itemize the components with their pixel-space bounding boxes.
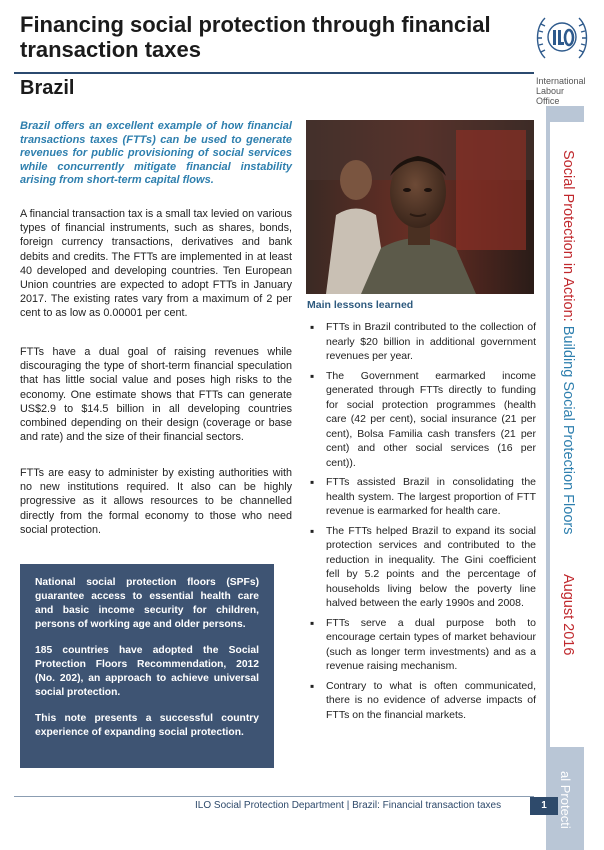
list-item: ▪ The FTTs helped Brazil to expand its social protection services and contributed to the reduction in inequality. The Gini coefficient fell by 5.2 points and the percentage of households living below the poverty line halved between the early 1990s and 2008. bbox=[306, 524, 536, 611]
spf-info-box bbox=[20, 564, 274, 768]
info-paragraph: National social protection floors (SPFs) guarantee access to essential health care and basic income security for children, persons of working age and older persons. bbox=[35, 577, 259, 630]
footer-department: ILO Social Protection Department bbox=[195, 800, 344, 811]
organization-name bbox=[536, 76, 586, 106]
info-paragraph: 185 countries have adopted the Social Protection Floors Recommendation, 2012 (No. 202), an approach to achieve universal social protection. bbox=[35, 645, 259, 698]
publication-date: August 2016 bbox=[560, 574, 576, 656]
series-banner bbox=[552, 150, 576, 720]
info-paragraph: This note presents a successful country experience of expanding social protection. bbox=[35, 713, 259, 738]
ilo-logo-icon bbox=[531, 8, 593, 68]
list-item: ▪ The Government earmarked income generated through FTTs directly to funding for social protection programmes (health care (42 per cent), social insurance (21 per cent), Bolsa Familia cash transfers (21 per cent) and other social services (16 per cent)). bbox=[306, 369, 536, 471]
series-name: Social Protection in Action: bbox=[560, 150, 576, 322]
worker-photo bbox=[306, 120, 534, 294]
series-topic: Building Social Protection Floors bbox=[560, 321, 576, 535]
lessons-heading: Main lessons learned bbox=[307, 299, 414, 311]
page-number: 1 bbox=[530, 797, 558, 815]
body-paragraph: FTTs are easy to administer by existing authorities with no new institutions required. It also can be highly progressive as it allows resources to be channelled directly from the formal economy to those who need social protection. bbox=[20, 467, 292, 536]
list-item: ▪ FTTs assisted Brazil in consolidating the health system. The largest proportion of FTT revenue is earmarked for health care. bbox=[306, 475, 536, 519]
sidebar-deco-text: al Protecti bbox=[558, 771, 573, 829]
list-item: ▪ FTTs serve a dual purpose both to encourage certain types of market behaviour (such as longer term investments) and as a revenue raising mechanism. bbox=[306, 616, 536, 674]
lessons-list bbox=[306, 320, 536, 727]
org-line: International bbox=[536, 76, 586, 86]
body-paragraph: FTTs have a dual goal of raising revenues while discouraging the type of short-term financial speculation that has little social value and poses high risks to the economy. One estimate shows that FTTs can generate US$2.9 to $14.5 billion in all developing countries combined depending on their design (coverage or base and rate) and the size of their financial sectors. bbox=[20, 346, 292, 444]
country-subtitle: Brazil bbox=[20, 77, 75, 99]
org-line: Office bbox=[536, 96, 560, 106]
footer-divider bbox=[14, 796, 534, 797]
footer-document: | Brazil: Financial transaction taxes bbox=[343, 800, 502, 811]
body-paragraph: A financial transaction tax is a small tax levied on various types of financial instruments, such as shares, bonds, foreign currency transactions, derivatives and bank debits and credits. The FTTs are implemented in at least 40 developed and developing countries. Ten European Union countries are expected to adopt FTTs in January 2017. The existing rates vary from a maximum of 2 per cent to as low as 0.00001 per cent. bbox=[20, 208, 292, 320]
document-title: Financing social protection through financial transaction taxes bbox=[20, 12, 491, 62]
title-divider bbox=[14, 72, 534, 74]
list-item: ▪ Contrary to what is often communicated, there is no evidence of adverse impacts of FTTs on the financial markets. bbox=[306, 679, 536, 723]
list-item: ▪ FTTs in Brazil contributed to the collection of nearly $20 billion in additional government revenues per year. bbox=[306, 320, 536, 364]
intro-summary: Brazil offers an excellent example of how financial transactions taxes (FTTs) can be used to generate revenues for public provisioning of social services while concurrently mitigate financial instability arising from short-term capital flows. bbox=[20, 120, 292, 187]
page-footer bbox=[195, 800, 501, 811]
org-line: Labour bbox=[536, 86, 565, 96]
